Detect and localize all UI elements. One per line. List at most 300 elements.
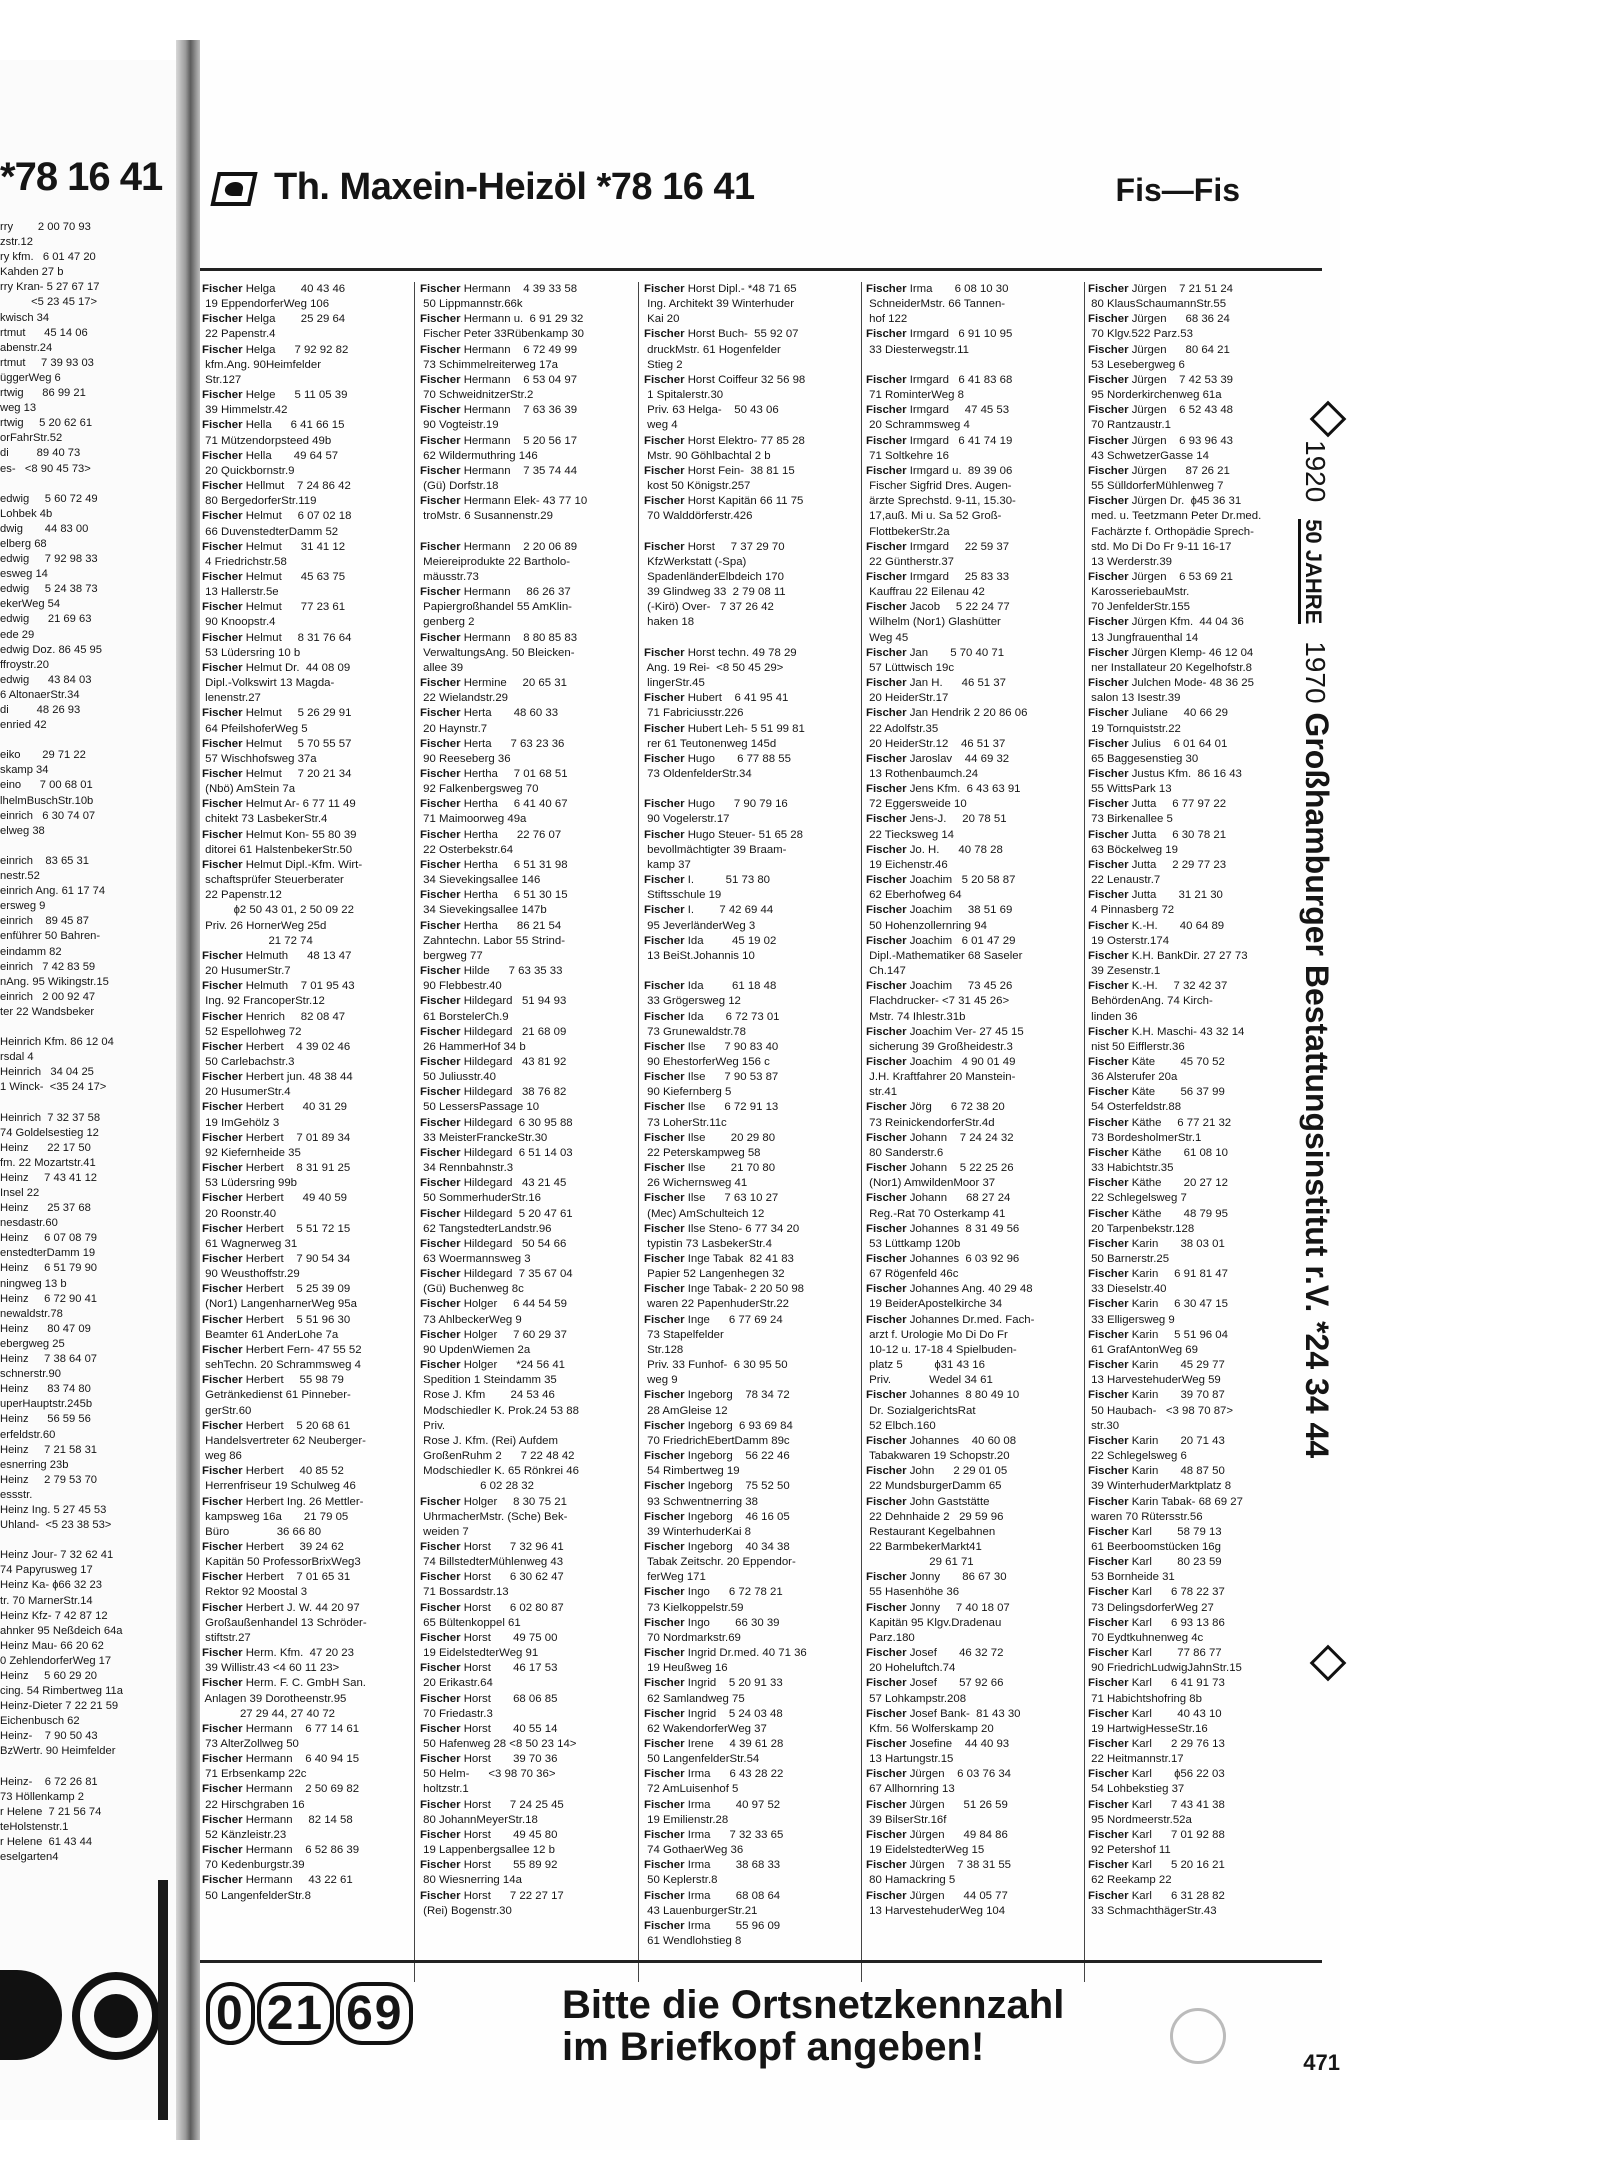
listing-line: Fischer Horst 49 75 00	[420, 1631, 558, 1644]
listing-line: Fischer Herbert 40 31 29	[202, 1101, 348, 1114]
listing-line: Fischer Joachim 38 51 69	[866, 904, 1013, 917]
listing-line: 73 BordesholmerStr.1	[1088, 1131, 1202, 1144]
listing-line: Fischer K.H. Maschi- 43 32 14	[1088, 1025, 1245, 1038]
surname: Fischer	[644, 722, 685, 735]
listing-line: 57 Lüttwisch 19c	[866, 661, 955, 674]
listing-line: 52 Espellohweg 72	[202, 1025, 302, 1038]
surname: Fischer	[202, 1010, 243, 1023]
surname: Fischer	[202, 1874, 243, 1887]
listing-line: Fischer Käthe 48 79 95	[1088, 1207, 1228, 1220]
listing-line: sehTechn. 20 Schrammsweg 4	[202, 1359, 361, 1372]
listing-line	[866, 358, 1070, 373]
listing-line: einrich 83 65 31	[0, 854, 89, 867]
listing-line: Fischer Hellmut 7 24 86 42	[202, 480, 351, 493]
surname: Fischer	[1088, 980, 1129, 993]
surname: Fischer	[420, 798, 461, 811]
surname: Fischer	[202, 1783, 243, 1796]
listing-line: di 48 26 93	[0, 704, 81, 716]
listing-line: Fischer Ingrid Dr.med. 40 71 36	[644, 1647, 807, 1660]
listing-line: Fischer Irma 7 32 33 65	[644, 1828, 784, 1841]
listing-line: Kapitän 95 Klgv.Dradenau	[866, 1616, 1002, 1629]
listing-line: uperHauptstr.245b	[0, 1398, 93, 1411]
listing-line: Heinz 6 51 79 90	[0, 1262, 98, 1275]
listing-line: Fachärzte f. Orthopädie Sprech-	[1088, 525, 1254, 538]
surname: Fischer	[420, 1889, 461, 1902]
listing-line: Fischer Ilse 7 90 83 40	[644, 1040, 779, 1053]
surname: Fischer	[202, 737, 243, 750]
listing-line: Fischer Hermann Elek- 43 77 10	[420, 495, 588, 508]
listing-line: Kahden 27 b	[0, 266, 64, 279]
surname: Fischer	[644, 1707, 685, 1720]
listing-line: Fischer Juliane 40 66 29	[1088, 707, 1228, 720]
listing-line: 19 Osterstr.174	[1088, 934, 1170, 947]
listing-line: Fischer Herbert 8 31 91 25	[202, 1162, 351, 1175]
listing-column-5	[1088, 282, 1292, 1982]
surname: Fischer	[420, 1601, 461, 1614]
listing-line: Fischer Jaroslav 44 69 32	[866, 752, 1010, 765]
listing-line: 22 Schlegelsweg 7	[1088, 1192, 1187, 1205]
listing-line: Fischer Ilse 20 29 80	[644, 1131, 776, 1144]
listing-line: Fischer Jutta 6 77 97 22	[1088, 798, 1227, 811]
listing-line: GroßenRuhm 2 7 22 48 42	[420, 1450, 575, 1463]
surname: Fischer	[1088, 1086, 1129, 1099]
listing-line: Fischer Hermann 8 80 85 83	[420, 631, 578, 644]
listing-line: Fischer Irma 38 68 33	[644, 1859, 781, 1872]
listing-line: 54 Rimbertweg 19	[644, 1465, 740, 1478]
listing-line: Heinz Ka- ɸ66 32 23	[0, 1579, 102, 1592]
surname: Fischer	[420, 1662, 461, 1675]
surname: Fischer	[202, 313, 243, 326]
surname: Fischer	[1088, 768, 1129, 780]
surname: Fischer	[202, 1601, 243, 1614]
listing-line: Fischer Karin 5 51 96 04	[1088, 1328, 1228, 1341]
listing-line: nesdastr.60	[0, 1217, 58, 1230]
listing-line: 80 JohannMeyerStr.18	[420, 1813, 538, 1826]
listing-line: Fischer Hildegard 21 68 09	[420, 1025, 567, 1038]
listing-line: Fischer Karin Tabak- 68 69 27	[1088, 1495, 1243, 1508]
surname: Fischer	[644, 934, 685, 947]
surname: Fischer	[644, 1738, 685, 1750]
surname: Fischer	[1088, 343, 1129, 356]
surname: Fischer	[1088, 798, 1129, 811]
listing-line: Fischer Karin 6 30 47 15	[1088, 1298, 1228, 1311]
listing-line: Heinz 2 79 53 70	[0, 1473, 98, 1486]
surname: Fischer	[202, 980, 243, 993]
listing-line: fm. 22 Mozartstr.41	[0, 1156, 96, 1169]
listing-line: 72 Eggersweide 10	[866, 798, 967, 811]
listing-line: Fischer Hermann u. 6 91 29 32	[420, 313, 584, 326]
listing-line: 13 Werderstr.39	[1088, 555, 1172, 568]
listing-line: Fischer Joachim 5 20 58 87	[866, 874, 1016, 887]
surname: Fischer	[866, 373, 907, 386]
listing-line: Lohbek 4b	[0, 507, 53, 520]
listing-line: esweg 14	[0, 568, 48, 581]
surname: Fischer	[644, 1071, 685, 1084]
listing-line: Fischer Herbert 5 20 68 61	[202, 1419, 351, 1432]
listing-line: 20 HeiderStr.12 46 51 37	[866, 737, 1006, 750]
listing-line: 39 WinterhuderMarktplatz 8	[1088, 1480, 1232, 1493]
listing-line: 39 Willistr.43 <4 60 11 23>	[202, 1662, 340, 1675]
listing-line: (Rei) Bogenstr.30	[420, 1904, 512, 1917]
surname: Fischer	[202, 449, 243, 462]
listing-line: Fischer Horst 55 89 92	[420, 1859, 558, 1872]
side-advertisement	[1299, 400, 1355, 1800]
listing-line: 70 FriedrichEbertDamm 89c	[644, 1434, 790, 1447]
previous-page-header: *78 16 41	[0, 155, 163, 199]
surname: Fischer	[420, 1540, 461, 1553]
listing-line: zstr.12	[0, 236, 33, 249]
listing-line: Fischer Henrich 82 08 47	[202, 1010, 346, 1023]
listing-line: Fischer Hermann 82 14 58	[202, 1813, 353, 1826]
listing-line: 19 Heußweg 16	[644, 1662, 728, 1675]
listing-line: ter 22 Wandsbeker	[0, 1005, 95, 1018]
listing-line: Fischer Helga 25 29 64	[202, 313, 346, 326]
surname: Fischer	[1088, 828, 1129, 841]
surname: Fischer	[866, 601, 907, 614]
listing-line: Heinz 83 74 80	[0, 1383, 91, 1396]
listing-line: FlottbekerStr.2a	[866, 525, 950, 538]
listing-line: schnerstr.90	[0, 1368, 61, 1381]
surname: Fischer	[866, 1738, 907, 1750]
listing-line: ry kfm. 6 01 47 20	[0, 251, 96, 264]
listing-line: Fischer Ingrid 5 24 03 48	[644, 1707, 783, 1720]
listing-line: weg 86	[202, 1450, 242, 1463]
listing-line: Fischer Herbert 55 98 79	[202, 1374, 344, 1387]
listing-line: Heinz 80 47 09	[0, 1322, 91, 1335]
area-code-part: 0	[206, 1982, 255, 2045]
surname: Fischer	[1088, 1177, 1129, 1190]
listing-line: Fischer Helmut Dr. 44 08 09	[202, 661, 351, 674]
listing-line: Fischer Herbert Ing. 26 Mettler-	[202, 1495, 364, 1508]
listing-line: Fischer Hermann 6 53 04 97	[420, 373, 578, 386]
listing-line: Fischer Hermann 7 63 36 39	[420, 404, 578, 417]
listing-line: holtzstr.1	[420, 1783, 469, 1796]
listing-line: Ing. Architekt 39 Winterhuder	[644, 298, 795, 311]
listing-line: 95 JeverländerWeg 3	[644, 919, 756, 932]
listing-line: Heinz 6 72 90 41	[0, 1292, 98, 1305]
listing-line: Papier 52 Langenhegen 32	[644, 1268, 785, 1281]
listing-line: 22 Papenstr.12	[202, 889, 282, 902]
listing-line: Priv. 33 Funhof- 6 30 95 50	[644, 1359, 788, 1372]
surname: Fischer	[866, 1162, 907, 1175]
surname: Fischer	[202, 858, 243, 871]
surname: Fischer	[420, 1146, 461, 1159]
listing-line: 73 Grunewaldstr.78	[644, 1025, 746, 1038]
surname: Fischer	[1088, 1389, 1129, 1402]
surname: Fischer	[1088, 646, 1129, 659]
listing-line: Fischer Ilse 21 70 80	[644, 1162, 776, 1175]
surname: Fischer	[202, 1374, 243, 1387]
listing-line: Fischer Jürgen 7 42 53 39	[1088, 373, 1234, 386]
listing-line: 50 Hafenweg 28 <8 50 23 14>	[420, 1738, 577, 1750]
surname: Fischer	[1088, 1434, 1129, 1447]
listing-line: 70 Rantzaustr.1	[1088, 419, 1171, 432]
listing-line: 63 Böckelweg 19	[1088, 843, 1178, 856]
surname: Fischer	[1088, 889, 1129, 902]
listing-line: 70 Eydtkuhnenweg 4c	[1088, 1631, 1204, 1644]
listing-line: Dr. SozialgerichtsRat	[866, 1404, 976, 1417]
listing-line: (Nor1) AmwildenMoor 37	[866, 1177, 996, 1190]
listing-line: 67 Allhornring 13	[866, 1783, 955, 1796]
listing-line: rry 2 00 70 93	[0, 221, 91, 233]
surname: Fischer	[644, 1798, 685, 1811]
listing-line: 53 Lesebergweg 6	[1088, 358, 1185, 371]
listing-line: ffroystr.20	[0, 658, 49, 671]
surname: Fischer	[1088, 1207, 1129, 1220]
listing-line: Fischer Hermann 5 20 56 17	[420, 434, 578, 447]
listing-line: Eichenbusch 62	[0, 1715, 80, 1728]
listing-line: tr. 70 MarnerStr.14	[0, 1594, 93, 1607]
listing-line: 70 Kedenburgstr.39	[202, 1859, 305, 1872]
surname: Fischer	[420, 1237, 461, 1250]
surname: Fischer	[644, 1222, 685, 1235]
area-code-notice	[562, 1984, 1064, 2068]
listing-line: 74 Papyrusweg 17	[0, 1564, 93, 1577]
surname: Fischer	[202, 283, 243, 295]
listing-line: 39 Zesenstr.1	[1088, 965, 1161, 978]
listing-line: teHolstenstr.1	[0, 1820, 69, 1833]
listing-line: 4 Pinnasberg 72	[1088, 904, 1175, 917]
listing-line: 50 Carlebachstr.3	[202, 1055, 295, 1068]
listing-line: Fischer Inge Tabak- 2 20 50 98	[644, 1283, 805, 1296]
area-code-part: 69	[336, 1982, 413, 2045]
listing-line: Fischer Karl 40 43 10	[1088, 1707, 1222, 1720]
listing-line: Fischer Jürgen Kfm. 44 04 36	[1088, 616, 1244, 629]
surname: Fischer	[644, 1010, 685, 1023]
listing-line: Heinz Mau- 66 20 62	[0, 1639, 104, 1652]
listing-line: Fischer Herbert 7 01 89 34	[202, 1131, 351, 1144]
listing-line: Fischer Ingo 6 72 78 21	[644, 1586, 783, 1599]
listing-line: ditorei 61 HalstenbekerStr.50	[202, 843, 353, 856]
surname: Fischer	[644, 1313, 685, 1326]
listing-line: kwisch 34	[0, 311, 50, 324]
listing-line: 90 Flebbestr.40	[420, 980, 502, 993]
listing-line: Fischer Karin 20 71 43	[1088, 1434, 1225, 1447]
listing-line: 50 LangenfelderStr.8	[202, 1889, 311, 1902]
listing-line: 19 Tornquiststr.22	[1088, 722, 1181, 735]
listing-line: 20 HeiderStr.17	[866, 692, 949, 705]
listing-line: nestr.52	[0, 870, 40, 883]
surname: Fischer	[866, 783, 907, 796]
listing-column-1	[202, 282, 406, 1982]
surname: Fischer	[644, 495, 685, 508]
ball-logo-icon	[72, 1972, 160, 2060]
listing-line: 52 Elbch.160	[866, 1419, 936, 1432]
surname: Fischer	[202, 389, 243, 402]
surname: Fischer	[420, 1571, 461, 1584]
listing-line: 54 Osterfeldstr.88	[1088, 1101, 1182, 1114]
listing-line: 33 SchmachthägerStr.43	[1088, 1904, 1217, 1917]
listing-line: Fischer Herm. F. C. GmbH San.	[202, 1677, 366, 1690]
listing-line: Fischer Holger 8 30 75 21	[420, 1495, 567, 1508]
listing-line: 50 Juliusstr.40	[420, 1071, 496, 1084]
listing-line: Fischer Irmgard 6 91 10 95	[866, 328, 1013, 341]
column-divider	[414, 282, 415, 1982]
listing-line: Fischer Karin 38 03 01	[1088, 1237, 1225, 1250]
listing-line: Fischer Helmut 6 07 02 18	[202, 510, 352, 523]
listing-line: Fischer Helmut 5 26 29 91	[202, 707, 352, 720]
surname: Fischer	[866, 1768, 907, 1781]
surname: Fischer	[202, 1071, 243, 1084]
listing-line: rer 61 Teutonenweg 145d	[644, 737, 777, 750]
listing-line: 22 Wielandstr.29	[420, 692, 509, 705]
listing-line: kampsweg 16a 21 79 05	[202, 1510, 349, 1523]
listing-line: Fischer Irmgard 25 83 33	[866, 570, 1010, 583]
surname: Fischer	[866, 1571, 907, 1584]
listing-line: 22 Hirschgraben 16	[202, 1798, 305, 1811]
listing-line: hof 122	[866, 313, 908, 326]
listing-line: Fischer Johannes 8 80 49 10	[866, 1389, 1020, 1402]
listing-line: Fischer Herta 48 60 33	[420, 707, 559, 720]
listing-line: enstedterDamm 19	[0, 1247, 96, 1260]
surname: Fischer	[420, 995, 461, 1008]
listing-line: 70 Walddörferstr.426	[644, 510, 753, 523]
surname: Fischer	[644, 1253, 685, 1265]
listing-line: Fischer Helmut 7 20 21 34	[202, 768, 352, 780]
listing-line: Fischer Jürgen Klemp- 46 12 04	[1088, 646, 1254, 659]
listing-line: Fischer Jens Kfm. 6 43 63 91	[866, 783, 1021, 796]
listing-line: Fischer Hildegard 43 21 45	[420, 1177, 567, 1190]
listing-line	[644, 782, 848, 797]
listing-line: 61 GrafAntonWeg 69	[1088, 1343, 1198, 1356]
listing-line: einrich Ang. 61 17 74	[0, 885, 106, 898]
surname: Fischer	[644, 1389, 685, 1402]
listing-line: weg 9	[644, 1374, 678, 1387]
listing-line: 13 Rothenbaumch.24	[866, 768, 979, 780]
listing-line: dwig 44 83 00	[0, 522, 89, 535]
surname: Fischer	[866, 1283, 907, 1296]
listing-line: 73 Schimmelreiterweg 17a	[420, 358, 559, 371]
listing-line: 50 LessersPassage 10	[420, 1101, 540, 1114]
listing-line: Fischer Karin 6 91 81 47	[1088, 1268, 1228, 1281]
listing-line: 73 ReinickendorferStr.4d	[866, 1116, 995, 1129]
listing-line: Fischer Käte 45 70 52	[1088, 1055, 1225, 1068]
listing-line: Fischer Hertha 6 51 31 98	[420, 858, 568, 871]
listing-line: Fischer Johannes Ang. 40 29 48	[866, 1283, 1033, 1296]
surname: Fischer	[202, 661, 243, 674]
listing-line: Fischer Hubert Leh- 5 51 99 81	[644, 722, 805, 735]
listing-line: eselgarten4	[0, 1851, 59, 1864]
surname: Fischer	[1088, 570, 1129, 583]
listing-line: Kai 20	[644, 313, 680, 326]
listing-line: Stiftsschule 19	[644, 889, 722, 902]
listing-line: Priv. 26 HornerWeg 25d	[202, 919, 327, 932]
listing-line: Fischer Helmut Ar- 6 77 11 49	[202, 798, 356, 811]
listing-line: Fischer Ilse 7 63 10 27	[644, 1192, 779, 1205]
listing-line: Priv. Wedel 34 61	[866, 1374, 993, 1387]
surname: Fischer	[420, 343, 461, 356]
listing-line: Fischer Karl 6 41 91 73	[1088, 1677, 1225, 1690]
listing-line: Tabakwaren 19 Schopstr.20	[866, 1450, 1010, 1463]
listing-line: 22 Tiecksweg 14	[866, 828, 955, 841]
listing-line: einrich 7 42 83 59	[0, 960, 96, 973]
surname: Fischer	[202, 1101, 243, 1114]
surname: Fischer	[1088, 1798, 1129, 1811]
surname: Fischer	[202, 1253, 243, 1265]
name-range: Fis—Fis	[1115, 172, 1240, 208]
listing-line: Heinz 7 43 41 12	[0, 1171, 98, 1184]
year-end: 1970	[1300, 641, 1331, 704]
listing-line: Fischer Karin 39 70 87	[1088, 1389, 1225, 1402]
surname: Fischer	[1088, 1328, 1129, 1341]
listing-line: Fischer Hildegard 51 94 93	[420, 995, 567, 1008]
listing-line: Heinrich Kfm. 86 12 04	[0, 1036, 114, 1049]
surname: Fischer	[644, 1510, 685, 1523]
listing-line: Fischer Karl 77 86 77	[1088, 1647, 1222, 1660]
listing-line: Heinz 7 38 64 07	[0, 1353, 98, 1366]
listing-line: 22 Dehnhaide 2 29 59 96	[866, 1510, 1004, 1523]
listing-line: Fischer Holger 6 44 54 59	[420, 1298, 567, 1311]
listing-line: Fischer Irmgard 6 41 74 19	[866, 434, 1013, 447]
listing-line	[0, 1020, 168, 1035]
listing-line: Fischer Horst Elektro- 77 85 28	[644, 434, 805, 447]
listing-line: Mstr. 74 Ihlestr.31b	[866, 1010, 966, 1023]
listing-line: 26 Wichernsweg 41	[644, 1177, 748, 1190]
listing-line: genberg 2	[420, 616, 475, 629]
surname: Fischer	[420, 1207, 461, 1220]
surname: Fischer	[644, 1889, 685, 1902]
listing-line: Fischer Horst 46 17 53	[420, 1662, 558, 1675]
listing-line: 73 Birkenallee 5	[1088, 813, 1173, 826]
column-divider	[1084, 282, 1085, 1982]
listing-line: 19 Eichenstr.46	[866, 858, 948, 871]
surname: Fischer	[866, 813, 907, 826]
listing-line: Rose J. Kfm. (Rei) Aufdem	[420, 1434, 558, 1447]
surname: Fischer	[644, 1919, 685, 1932]
surname: Fischer	[420, 495, 461, 508]
listing-line: 50 Barnerstr.25	[1088, 1253, 1170, 1265]
listing-line: Rose J. Kfm 24 53 46	[420, 1389, 555, 1402]
listing-line: rtwig 5 20 62 61	[0, 417, 93, 430]
listing-line: 20 Hoheluftch.74	[866, 1662, 956, 1675]
listing-line: 73 DelingsdorferWeg 27	[1088, 1601, 1214, 1614]
surname: Fischer	[420, 1328, 461, 1341]
listing-line: Fischer Hertha 6 41 40 67	[420, 798, 568, 811]
listing-line: 33 Grögersweg 12	[644, 995, 741, 1008]
listing-line: Heinz 5 60 29 20	[0, 1670, 98, 1682]
surname: Fischer	[1088, 1146, 1129, 1159]
surname: Fischer	[202, 1283, 243, 1296]
listing-line: UhrmacherMstr. (Sche) Bek-	[420, 1510, 568, 1523]
page-header	[200, 158, 1340, 218]
listing-line: Fischer Irma 6 43 28 22	[644, 1768, 784, 1781]
listing-line: 22 Osterbekstr.64	[420, 843, 514, 856]
surname: Fischer	[202, 768, 243, 780]
listing-line: 55 SülldorferMühlenweg 7	[1088, 480, 1224, 493]
listing-line: r Helene 61 43 44	[0, 1836, 93, 1849]
listing-line: eino 7 00 68 01	[0, 779, 93, 792]
surname: Fischer	[202, 601, 243, 614]
listing-line: 73 LoherStr.11c	[644, 1116, 727, 1129]
listing-line: J.H. Kraftfahrer 20 Manstein-	[866, 1071, 1016, 1084]
listing-line: Fischer Horst Kapitän 66 11 75	[644, 495, 804, 508]
listing-line: Fischer Herbert 7 01 65 31	[202, 1571, 351, 1584]
listing-line: mäusstr.73	[420, 570, 479, 583]
surname: Fischer	[202, 540, 243, 553]
listing-line: 1 Winck- <35 24 17>	[0, 1081, 107, 1094]
surname: Fischer	[1088, 1586, 1129, 1599]
listing-line: gerStr.60	[202, 1404, 252, 1417]
surname: Fischer	[202, 570, 243, 583]
listing-line: 71 Fabriciusstr.226	[644, 707, 744, 720]
listing-line: 67 Rögenfeld 46c	[866, 1268, 959, 1281]
listing-line: 70 SchweidnitzerStr.2	[420, 389, 534, 402]
listing-line: salon 13 Isestr.39	[1088, 692, 1181, 705]
surname: Fischer	[202, 1753, 243, 1766]
surname: Fischer	[644, 1828, 685, 1841]
listing-line: Fischer Horst 6 02 80 87	[420, 1601, 564, 1614]
listing-line: 50 LangenfelderStr.54	[644, 1753, 760, 1766]
